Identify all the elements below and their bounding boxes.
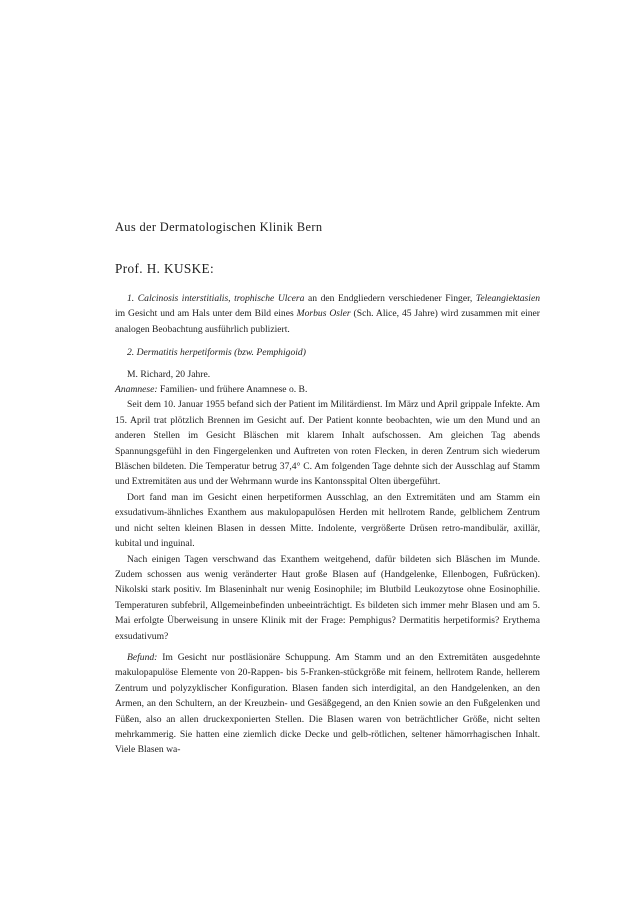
befund-label: Befund: — [127, 651, 158, 663]
case1-text-3: (Sch. Alice, 45 Jahre) wird zusammen mit einer analogen Beobachtung ausführlich publiziert. — [115, 308, 540, 335]
case1-text-2: im Gesicht und am Hals unter dem Bild eines — [115, 308, 297, 320]
case1-paragraph — [115, 291, 540, 337]
case2-paragraph-3: Nach einigen Tagen verschwand das Exanthem weitgehend, dafür bildeten sich Bläschen im Munde. Zudem schossen aus wenig veränderter Haut große Blasen auf (Handgelenke, Ellenbogen, Fußrücken). Nikolski stark positiv. Im Blaseninhalt nur wenig Eosinophile; im Blutbild Leukozytose ohne Eosinophilie. Temperaturen subfebril, Allgemeinbefinden unbeeinträchtigt. Es bildeten sich immer mehr Blasen und am 5. Mai erfolgte Überweisung in unsere Klinik mit der Frage: Pemphigus? Dermatitis herpetiformis? Erythema exsudativum? — [115, 553, 540, 642]
befund-text: Im Gesicht nur postläsionäre Schuppung. Am Stamm und an den Extremitäten ausgedehnte makulopapulöse Elemente von 20-Rappen- bis 5-Franken-stückgröße mit feinem, hellrotem Rande, hellerem Zentrum und polyzyklischer Konfiguration. Blasen fanden sich interdigital, an den Handgelenken, an den Armen, an den Schultern, an der Kreuzbein- und Gesäßgegend, an den Knien sowie an den Fußgelenken und Füßen, also an allen druckexponierten Stellen. Die Blasen waren von beträchtlicher Größe, nicht selten mehrkammerig. Sie hatten eine ziemlich dicke Decke und gelb-rötlichen, seltener hämorrhagischen Inhalt. Viele Blasen wa- — [115, 651, 540, 756]
case1-title: 1. Calcinosis interstitialis, trophische Ulcera — [127, 293, 305, 304]
anamnese-label: Anamnese: — [115, 384, 158, 396]
case2-patient: M. Richard, 20 Jahre. — [127, 368, 211, 380]
case1-teleangiektasien: Teleangiektasien — [475, 293, 540, 304]
case2-title-line — [115, 345, 540, 360]
case2-title: 2. Dermatitis herpetiformis (bzw. Pemphigoid) — [127, 347, 306, 359]
article-body — [115, 291, 540, 758]
clinic-heading: Aus der Dermatologischen Klinik Bern — [115, 220, 323, 234]
case2-paragraph-2: Dort fand man im Gesicht einen herpetiformen Ausschlag, an den Extremitäten und am Stamm ein exsudativum-ähnliches Exanthem aus makulopapulösen Herden mit hellrotem Rande, gelblichem Zentrum und nicht selten kleinen Blasen in dessen Mitte. Indolente, vergrößerte Drüsen retro-mandibulär, axillär, kubital und inguinal. — [115, 491, 540, 550]
case2-paragraph-1: Seit dem 10. Januar 1955 befand sich der Patient im Militärdienst. Im März und April grippale Infekte. Am 15. April trat plötzlich Brennen im Gesicht auf. Der Patient konnte beobachten, wie um den Mund und an anderen Stellen im Gesicht Bläschen mit klarem Inhalt aufschossen. Am gleichen Tag abends Spannungsgefühl in den Fingergelenken und Auftreten von roten Flecken, in deren Zentrum sich wiederum Bläschen bildeten. Die Temperatur betrug 37,4° C. Am folgenden Tage dehnte sich der Ausschlag auf Stamm und Extremitäten aus und der Wehrmann wurde ins Kantonsspital Olten übergeführt. — [115, 399, 540, 488]
case2-anamnese — [115, 382, 540, 397]
anamnese-text: Familien- und frühere Anamnese o. B. — [157, 384, 308, 396]
case2-befund — [115, 650, 540, 758]
case1-morbus-osler: Morbus Osler — [296, 308, 351, 320]
case1-text-1: an den Endgliedern verschiedener Finger, — [304, 293, 476, 304]
author-heading: Prof. H. KUSKE: — [115, 261, 215, 276]
